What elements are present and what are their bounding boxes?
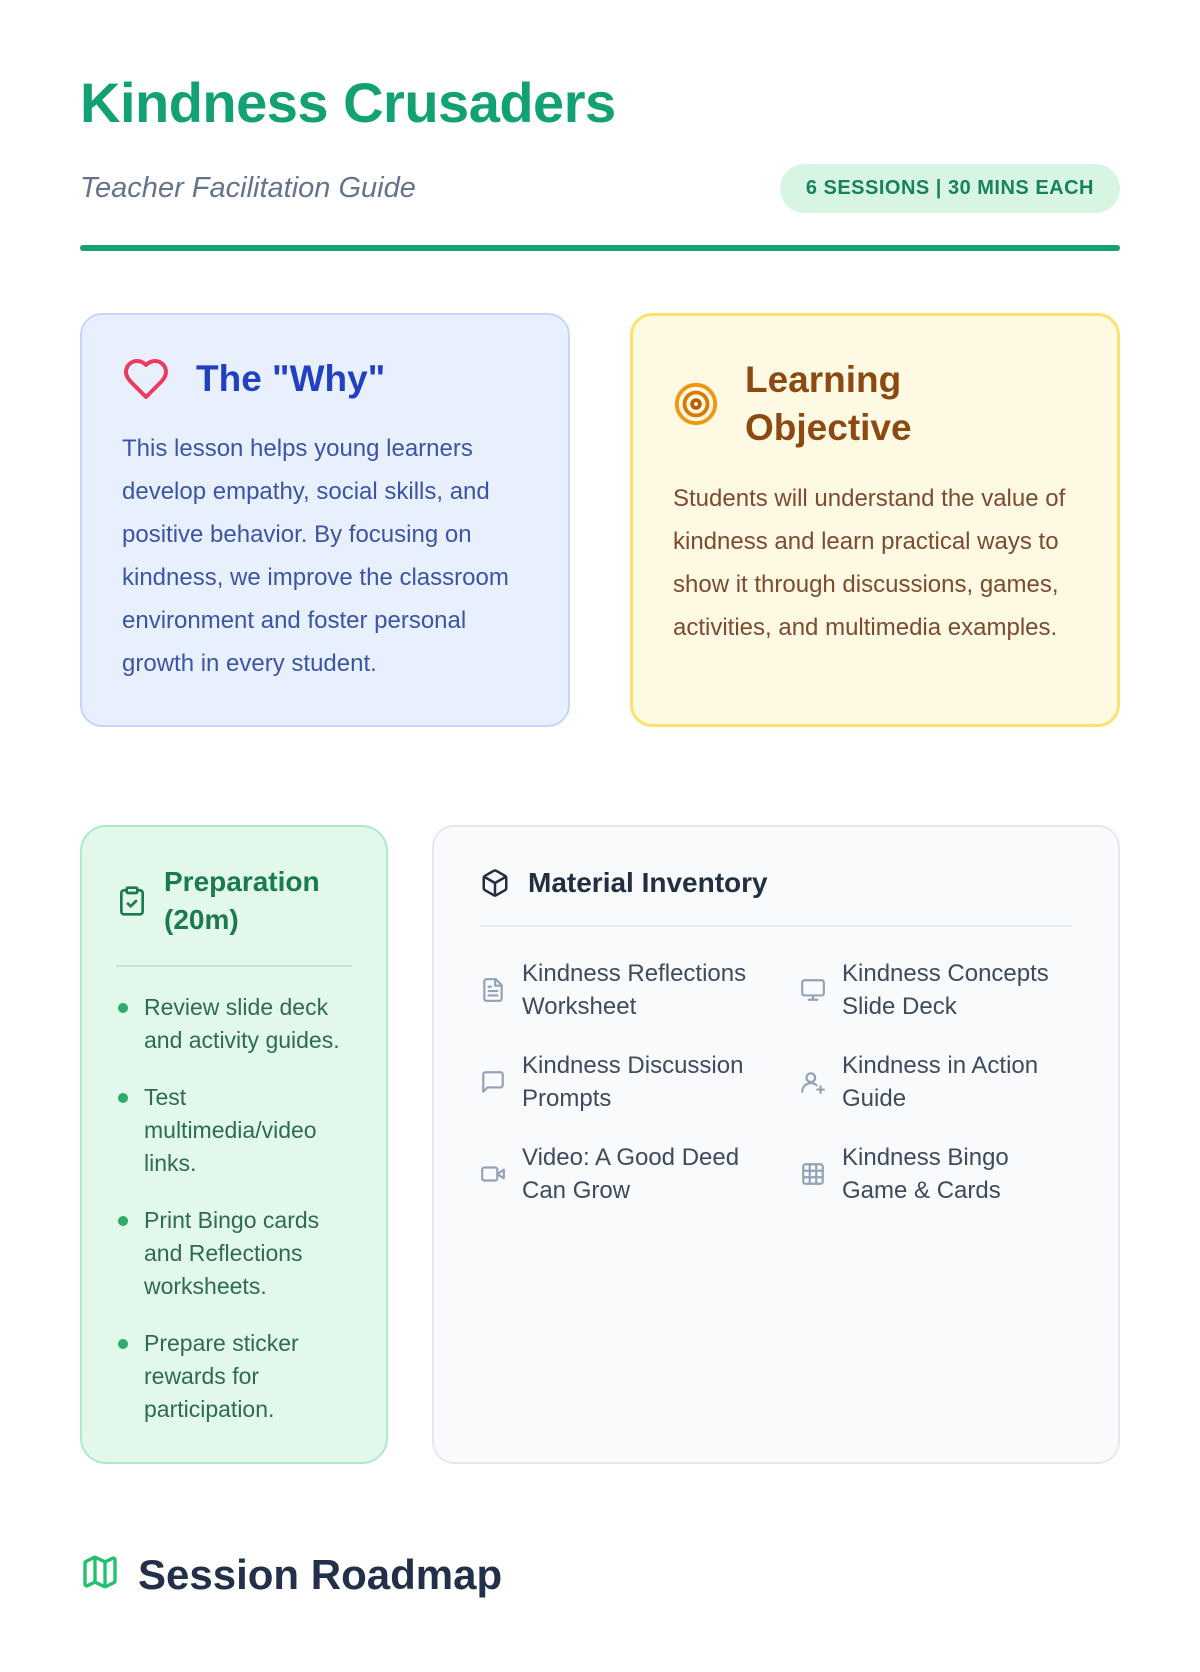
material-item-label: Kindness Reflections Worksheet xyxy=(522,960,747,1021)
materials-divider xyxy=(480,925,1072,927)
users-icon xyxy=(800,1069,826,1095)
material-item xyxy=(480,957,752,1023)
sessions-badge: 6 SESSIONS | 30 MINS EACH xyxy=(780,164,1120,213)
clipboard-check-icon xyxy=(116,885,148,917)
preparation-card xyxy=(80,825,388,1464)
preparation-list-item: Test multimedia/video links. xyxy=(116,1081,352,1180)
preparation-list-item: Prepare sticker rewards for participation. xyxy=(116,1327,352,1426)
material-item-label: Kindness Bingo Game & Cards xyxy=(842,1144,1009,1205)
preparation-divider xyxy=(116,965,352,967)
materials-grid xyxy=(480,957,1072,1207)
file-text-icon xyxy=(480,977,506,1003)
header-divider xyxy=(80,245,1120,251)
material-item xyxy=(800,1049,1072,1115)
logistics-cards-row xyxy=(80,825,1120,1464)
why-card-header xyxy=(122,355,528,404)
preparation-list-item: Review slide deck and activity guides. xyxy=(116,991,352,1057)
intro-cards-row xyxy=(80,313,1120,728)
material-item xyxy=(800,957,1072,1023)
material-item-label: Kindness Discussion Prompts xyxy=(522,1052,744,1113)
materials-card xyxy=(432,825,1120,1464)
objective-card-header xyxy=(673,356,1077,454)
material-item-label: Kindness Concepts Slide Deck xyxy=(842,960,1049,1021)
heart-icon xyxy=(122,355,170,403)
package-icon xyxy=(480,868,510,898)
session-roadmap-header xyxy=(80,1552,1120,1598)
target-icon xyxy=(673,381,719,427)
why-card xyxy=(80,313,570,728)
objective-card-title: Learning Objective xyxy=(745,358,912,449)
material-item xyxy=(480,1049,752,1115)
video-icon xyxy=(480,1161,506,1187)
grid-icon xyxy=(800,1161,826,1187)
preparation-card-title: Preparation (20m) xyxy=(164,866,320,936)
page-title: Kindness Crusaders xyxy=(80,71,616,134)
preparation-list xyxy=(116,991,352,1426)
material-item-label: Kindness in Action Guide xyxy=(842,1052,1039,1113)
material-item xyxy=(480,1141,752,1207)
why-card-body: This lesson helps young learners develop empathy, social skills, and positive behavior. By focusing on kindness, we improve the classroom environment and foster personal growth in every student. xyxy=(122,435,509,678)
materials-card-title: Material Inventory xyxy=(528,867,768,899)
preparation-card-header xyxy=(116,863,352,939)
monitor-icon xyxy=(800,977,826,1003)
why-card-title: The "Why" xyxy=(196,357,386,399)
material-item-label: Video: A Good Deed Can Grow xyxy=(522,1144,740,1205)
objective-card-body: Students will understand the value of kindness and learn practical ways to show it through discussions, games, activities, and multimedia examples. xyxy=(673,485,1066,642)
objective-card xyxy=(630,313,1120,728)
map-icon xyxy=(80,1552,120,1592)
header-sub-row xyxy=(80,164,1120,213)
session-roadmap-title: Session Roadmap xyxy=(138,1551,503,1599)
material-item xyxy=(800,1141,1072,1207)
message-square-icon xyxy=(480,1069,506,1095)
preparation-list-item: Print Bingo cards and Reflections worksheets. xyxy=(116,1204,352,1303)
materials-card-header xyxy=(480,867,1072,899)
page-subtitle: Teacher Facilitation Guide xyxy=(80,171,416,204)
